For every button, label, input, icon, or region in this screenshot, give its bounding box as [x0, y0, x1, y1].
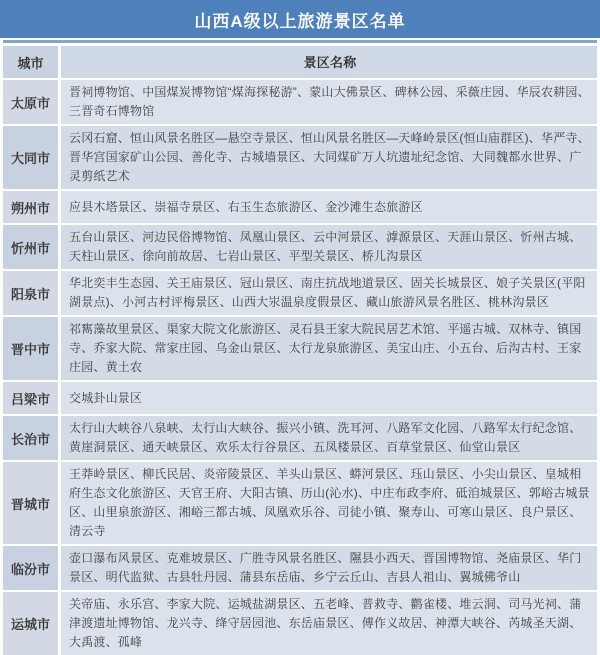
table-row-taiyuan: [3, 80, 597, 124]
table-header-row: [3, 46, 597, 78]
scenic-cell: [61, 225, 597, 269]
title-bar: [0, 0, 600, 38]
scenic-list: 云冈石窟、恒山风景名胜区—悬空寺景区、恒山风景名胜区—天峰岭景区(恒山庙群区)、华严寺、晋华宫国家矿山公园、善化寺、古城墙景区、大同煤矿万人坑遗址纪念馆、大同魏都水世界、广灵剪纸艺术: [69, 131, 590, 183]
scenic-cell: [61, 382, 597, 414]
city-cell: 忻州市: [3, 225, 58, 269]
city-cell: 晋城市: [3, 462, 58, 544]
scenic-list: 应县木塔景区、崇福寺景区、右玉生态旅游区、金沙滩生态旅游区: [69, 199, 423, 214]
scenic-cell: [61, 126, 597, 189]
city-cell: 运城市: [3, 592, 58, 655]
table-row-changzhi: [3, 416, 597, 460]
table-row-shuozhou: [3, 191, 597, 223]
scenic-list: 关帝庙、永乐宫、李家大院、运城盐湖景区、五老峰、普救寺、鹳雀楼、堆云洞、司马光祠、蒲津渡遗址博物馆、龙兴寺、绛守居园池、东岳庙景区、傅作义故居、神潭大峡谷、芮城圣天湖、大禹渡、孤峰: [69, 597, 582, 649]
scenic-list: 壶口瀑布风景区、克难坡景区、广胜寺风景名胜区、隰县小西天、晋国博物馆、尧庙景区、华门景区、明代监狱、古县牡丹园、蒲县东岳庙、乡宁云丘山、吉县人祖山、翼城佛爷山: [69, 551, 582, 584]
scenic-cell: [61, 80, 597, 124]
scenic-cell: [61, 462, 597, 544]
header-scenic-cell: 景区名称: [61, 46, 597, 78]
scenic-cell: [61, 317, 597, 380]
table-row-lvliang: [3, 382, 597, 414]
scenic-list: 太行山大峡谷八泉峡、太行山大峡谷、振兴小镇、洗耳河、八路军文化园、八路军太行纪念馆、黄崖洞景区、通天峡景区、欢乐太行谷景区、五凤楼景区、百草堂景区、仙堂山景区: [69, 421, 582, 454]
table-row-jincheng: [3, 462, 597, 544]
table-row-yuncheng: [3, 592, 597, 655]
city-cell: 长治市: [3, 416, 58, 460]
scenic-cell: [61, 416, 597, 460]
scenic-list: 华北奕丰生态园、关王庙景区、冠山景区、南庄抗战地道景区、固关长城景区、娘子关景区(平阳湖景点)、小河古村评梅景区、山西大汖温泉度假景区、藏山旅游风景名胜区、桃林沟景区: [69, 276, 586, 309]
scenic-cell: [61, 271, 597, 315]
page-title: 山西A级以上旅游景区名单: [194, 11, 406, 31]
city-cell: 朔州市: [3, 191, 58, 223]
city-cell: 吕梁市: [3, 382, 58, 414]
scenic-cell: [61, 546, 597, 590]
scenic-area-table: [3, 46, 597, 655]
city-cell: 晋中市: [3, 317, 58, 380]
accent-strip: [3, 40, 597, 43]
scenic-list: 交城卦山景区: [69, 390, 143, 405]
table-row-xinzhou: [3, 225, 597, 269]
header-city-cell: 城市: [3, 46, 58, 78]
scenic-cell: [61, 592, 597, 655]
city-cell: 阳泉市: [3, 271, 58, 315]
scenic-list: 晋祠博物馆、中国煤炭博物馆“煤海探秘游”、蒙山大佛景区、碑林公园、采薇庄园、华辰农耕园、三晋奇石博物馆: [69, 85, 590, 118]
city-cell: 大同市: [3, 126, 58, 189]
scenic-list: 五台山景区、河边民俗博物馆、凤凰山景区、云中河景区、滹源景区、天涯山景区、忻州古城、天柱山景区、徐向前故居、七岩山景区、平型关景区、桥儿沟景区: [69, 230, 582, 263]
scenic-list: 祁寯藻故里景区、渠家大院文化旅游区、灵石县王家大院民居艺术馆、平遥古城、双林寺、镇国寺、乔家大院、常家庄园、乌金山景区、太行龙泉旅游区、美宝山庄、小五台、后沟古村、王家庄园、黄土农: [69, 322, 582, 374]
scenic-cell: [61, 191, 597, 223]
table-row-jinzhong: [3, 317, 597, 380]
city-cell: 太原市: [3, 80, 58, 124]
table-row-linfen: [3, 546, 597, 590]
scenic-list: 王莽岭景区、柳氏民居、炎帝陵景区、羊头山景区、蟒河景区、珏山景区、小尖山景区、皇城相府生态文化旅游区、天官王府、大阳古镇、历山(沁水)、中庄布政李府、砥洎城景区、郭峪古城景区、山里泉旅游区、湘峪三都古城、凤凰欢乐谷、司徒小镇、聚寿山、可寒山景区、良户景区、清云寺: [69, 467, 590, 538]
table-row-yangquan: [3, 271, 597, 315]
city-cell: 临汾市: [3, 546, 58, 590]
table-row-datong: [3, 126, 597, 189]
